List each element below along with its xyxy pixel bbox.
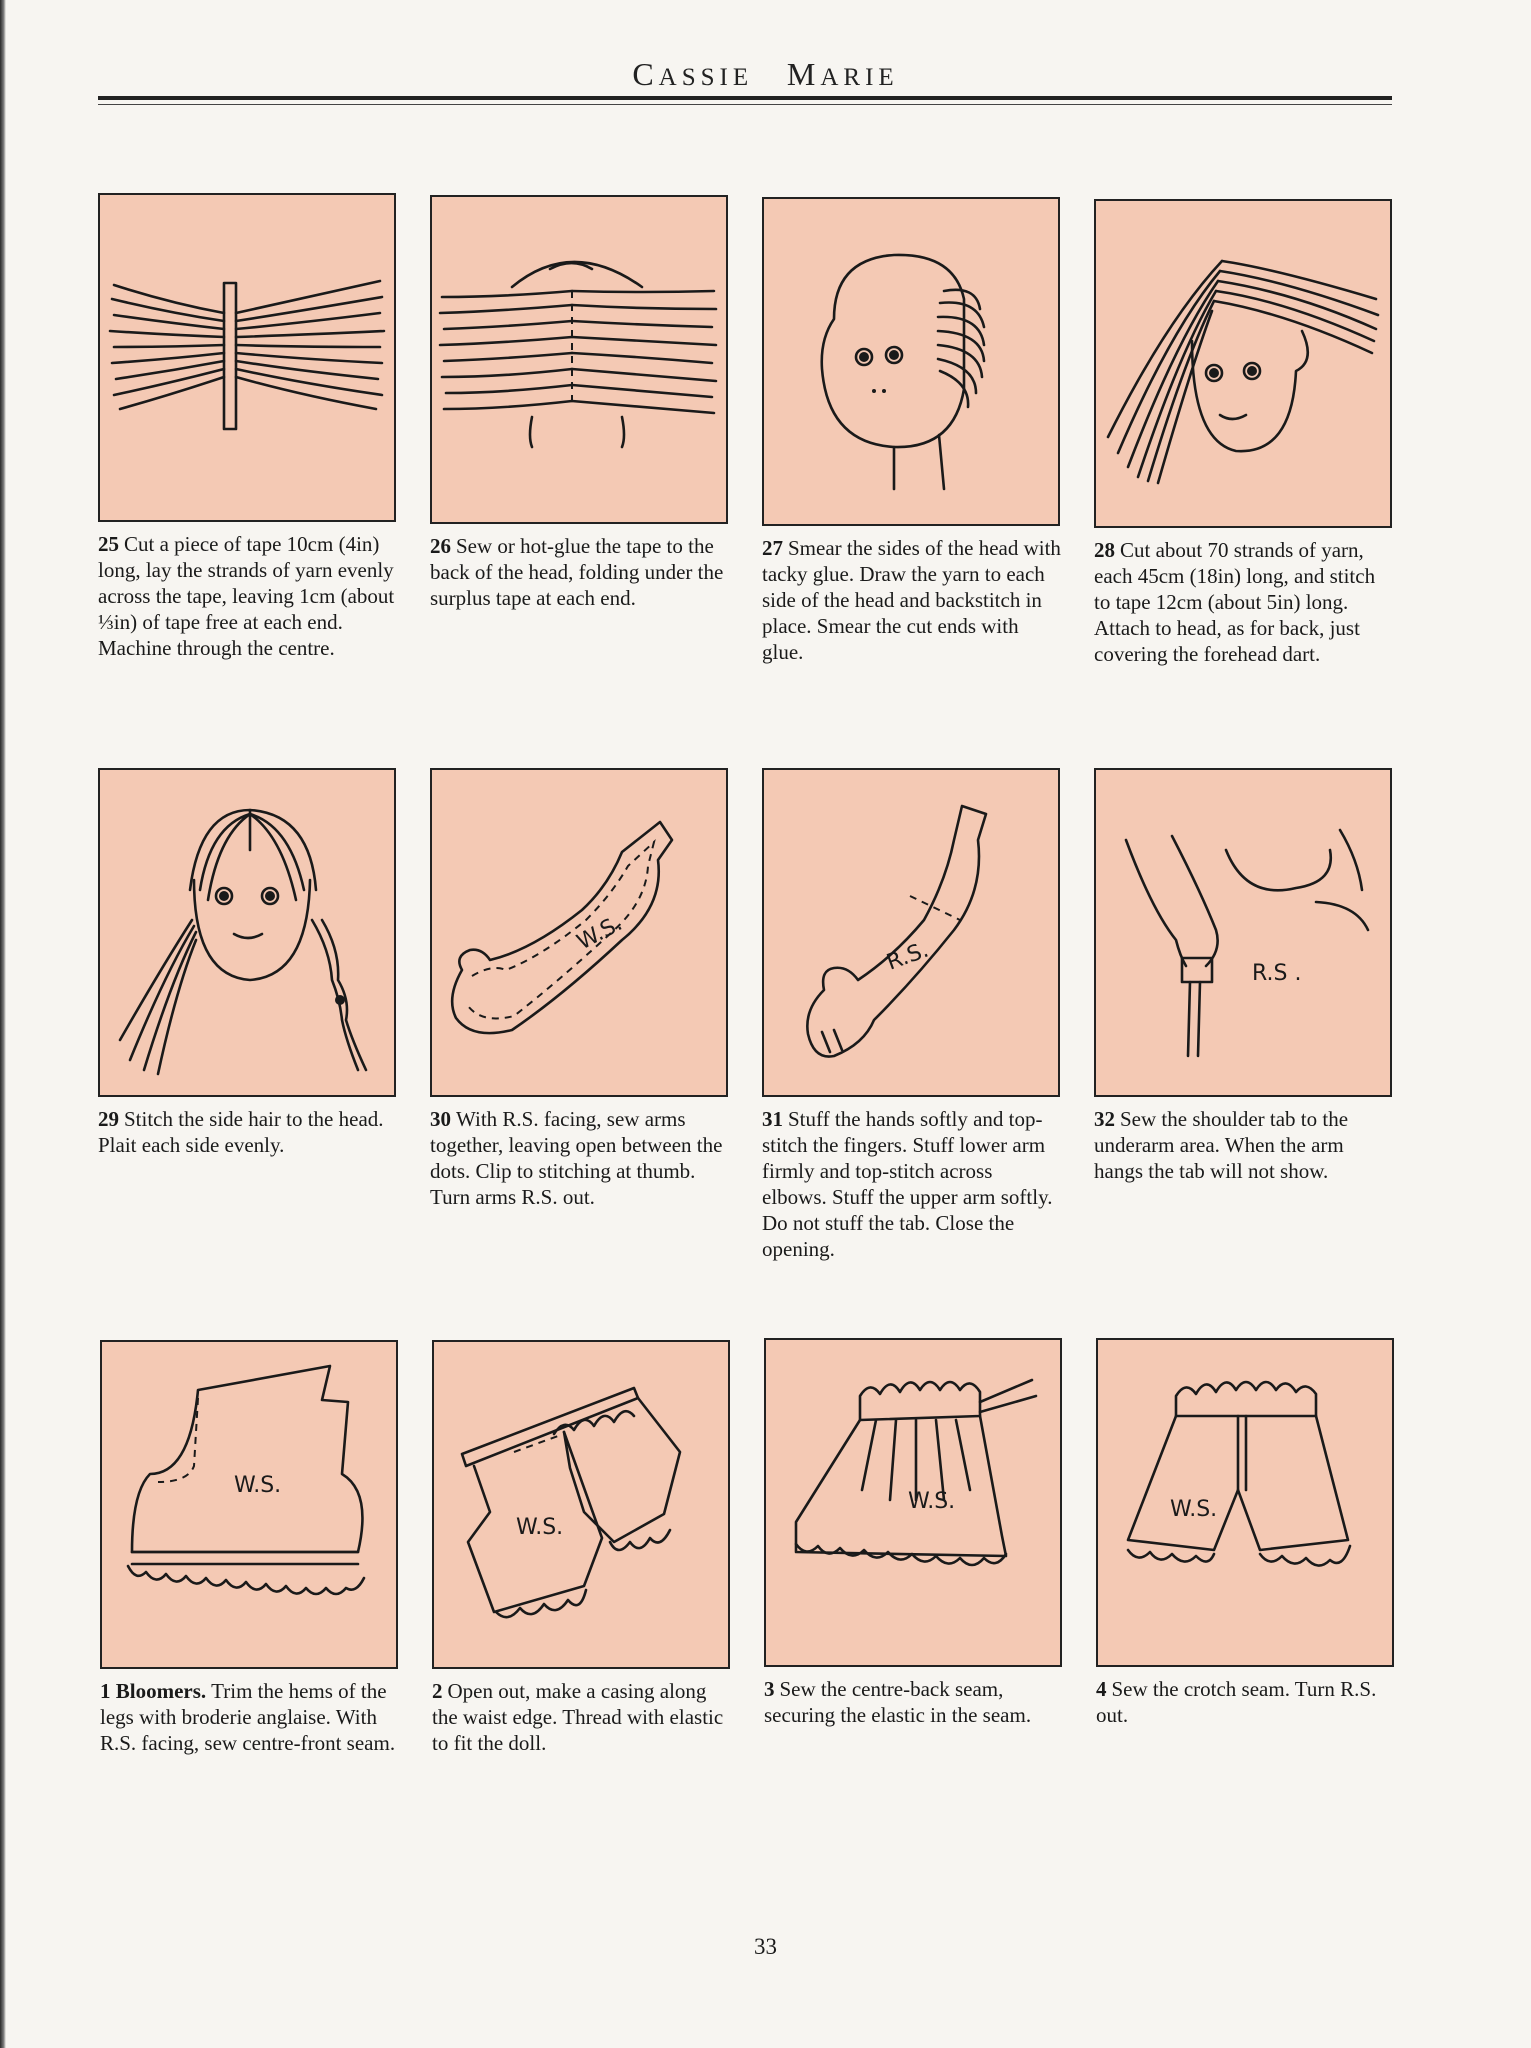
step-text: Trim the hems of the legs with broderie anglaise. With R.S. facing, sew centre-front seam. [100,1679,396,1755]
header-initial-m: M [786,56,821,92]
step-number: 2 [432,1679,443,1703]
rs-label: R.S . [1252,961,1302,986]
step-29 [98,768,398,1158]
step-32 [1094,768,1394,1184]
step-31 [762,768,1062,1262]
step-text: Sew the crotch seam. Turn R.S. out. [1096,1677,1377,1727]
step-text: Sew the shoulder tab to the underarm area. When the arm hangs the tab will not show. [1094,1107,1349,1183]
step-25 [98,193,398,661]
illustration-yarn-on-tape [98,193,396,522]
illustration-bloomers-back-seam [764,1338,1062,1667]
header-word-arie: ARIE [820,64,899,91]
step-caption [432,1678,732,1756]
illustration-arm-ws [430,768,728,1097]
illustration-head-side-yarn [762,197,1060,526]
ws-label: W.S. [573,911,627,956]
header-rule-thick [98,96,1392,100]
running-header [0,56,1531,93]
step-text: Cut about 70 strands of yarn, each 45cm (18in) long, and stitch to tape 12cm (about 5in) long. Attach to head, as for back, just covering the forehead dart. [1094,538,1376,666]
step-caption [762,535,1062,665]
step-text: With R.S. facing, sew arms together, leaving open between the dots. Clip to stitching at thumb. Turn arms R.S. out. [430,1107,723,1209]
step-number: 31 [762,1107,783,1131]
step-text: Stitch the side hair to the head. Plait each side evenly. [98,1107,384,1157]
header-word-assie: ASSIE [658,64,754,91]
step-number: 27 [762,536,783,560]
illustration-arm-rs [762,768,1060,1097]
step-caption [762,1106,1062,1262]
step-text: Stuff the hands softly and top-stitch the fingers. Stuff lower arm firmly and top-stitch across elbows. Stuff the upper arm softly. Do not stuff the tab. Close the opening. [762,1107,1053,1261]
ws-label: W.S. [908,1489,956,1514]
illustration-plaited-hair [98,768,396,1097]
step-caption [1094,1106,1394,1184]
ws-label: W.S. [234,1473,282,1498]
step-caption [430,1106,730,1210]
step-number: 25 [98,532,119,556]
step-number: 30 [430,1107,451,1131]
step-number: 29 [98,1107,119,1131]
step-text: Sew or hot-glue the tape to the back of the head, folding under the surplus tape at each end. [430,534,724,610]
step-number: 28 [1094,538,1115,562]
step-number: 3 [764,1677,775,1701]
step-caption [98,531,398,661]
step-text: Sew the centre-back seam, securing the elastic in the seam. [764,1677,1032,1727]
step-26 [430,195,730,611]
step-number: 4 [1096,1677,1107,1701]
illustration-yarn-on-head-back [430,195,728,524]
step-caption [764,1676,1064,1728]
step-text: Open out, make a casing along the waist edge. Thread with elastic to fit the doll. [432,1679,724,1755]
ws-label: W.S. [1170,1497,1218,1522]
step-bloomers-3 [764,1338,1064,1728]
step-27 [762,197,1062,665]
header-rule-thin [98,104,1392,105]
step-bloomers-4 [1096,1338,1396,1728]
step-bloomers-2 [432,1340,732,1756]
ws-label: W.S. [516,1515,564,1540]
rs-label: R.S. [883,937,932,976]
step-bloomers-1 [100,1340,400,1756]
illustration-shoulder-tab [1094,768,1392,1097]
step-text: Smear the sides of the head with tacky glue. Draw the yarn to each side of the head and backstitch in place. Smear the cut ends with glue. [762,536,1061,664]
page-number: 33 [754,1934,777,1959]
illustration-bloomers-crotch [1096,1338,1394,1667]
step-caption [100,1678,400,1756]
step-text: Cut a piece of tape 10cm (4in) long, lay the strands of yarn evenly across the tape, leaving 1cm (about ⅓in) of tape free at each end. Machine through the centre. [98,532,395,660]
step-number: 32 [1094,1107,1115,1131]
step-caption [1094,537,1394,667]
illustration-bloomers-front [100,1340,398,1669]
illustration-fringe-yarn [1094,199,1392,528]
step-28 [1094,199,1394,667]
illustration-bloomers-casing [432,1340,730,1669]
step-caption [98,1106,398,1158]
step-caption [1096,1676,1396,1728]
step-caption [430,533,730,611]
book-binding-shadow [0,0,6,2048]
header-initial-c: C [632,56,659,92]
step-number: 1 Bloomers. [100,1679,207,1703]
step-number: 26 [430,534,451,558]
step-30 [430,768,730,1210]
